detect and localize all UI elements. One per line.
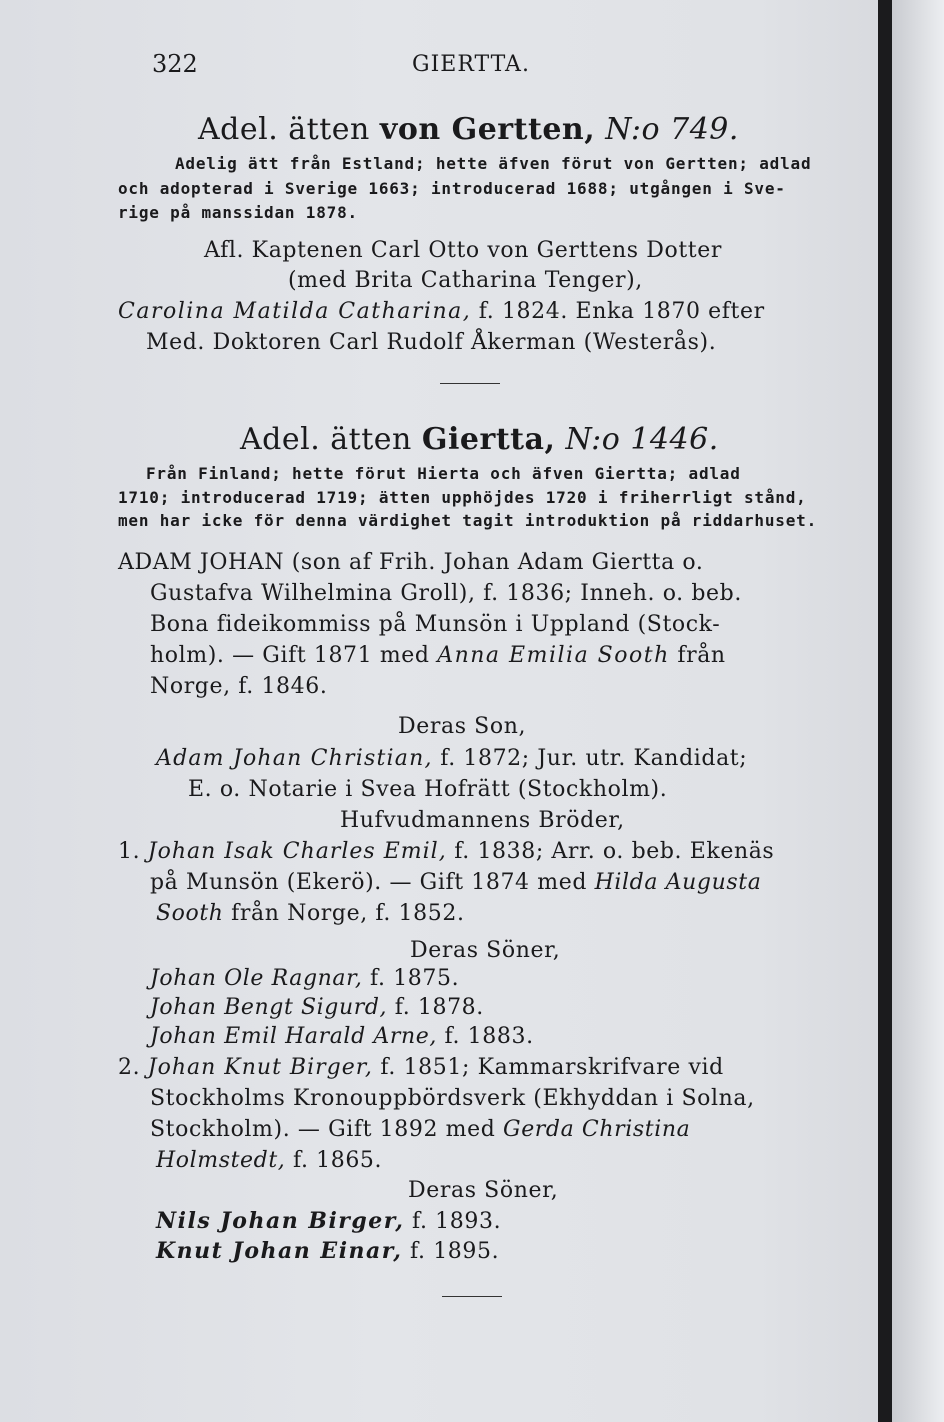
- subheading: Deras Son,: [398, 714, 527, 739]
- section-title-gertten: [198, 112, 739, 147]
- person-name: Johan Ole Ragnar,: [150, 966, 363, 991]
- intro-line: Adelig ätt från Estland; hette äfven förut von Gertten; adlad: [175, 154, 812, 173]
- entry-line: E. o. Notarie i Svea Hofrätt (Stockholm).: [188, 777, 668, 802]
- subheading: Hufvudmannens Bröder,: [340, 808, 625, 833]
- subheading: Deras Söner,: [408, 1178, 559, 1203]
- title-number: N:o 1446.: [555, 422, 719, 457]
- binding-shadow: [878, 0, 892, 1422]
- entry-line: Carolina Matilda Catharina, f. 1824. Enka 1870 efter: [118, 299, 765, 324]
- title-prefix: Adel. ätten: [240, 422, 422, 457]
- entry-line: Knut Johan Einar, f. 1895.: [156, 1238, 500, 1264]
- entry-line: (med Brita Catharina Tenger),: [288, 268, 643, 293]
- person-name: Johan Bengt Sigurd,: [150, 995, 388, 1020]
- entry-line: Med. Doktoren Carl Rudolf Åkerman (Westerås).: [146, 330, 717, 355]
- person-name: Nils Johan Birger,: [156, 1208, 405, 1234]
- divider: [440, 383, 500, 384]
- subheading: Deras Söner,: [410, 938, 561, 963]
- person-name: Knut Johan Einar,: [156, 1238, 403, 1264]
- entry-line: Afl. Kaptenen Carl Otto von Gerttens Dotter: [204, 238, 722, 263]
- person-name: Gerda Christina: [503, 1117, 691, 1142]
- person-name: Adam Johan Christian,: [156, 746, 433, 771]
- entry-line: holm). — Gift 1871 med Anna Emilia Sooth från: [150, 643, 726, 668]
- person-name: Carolina Matilda Catharina,: [118, 299, 472, 324]
- person-name: Holmstedt,: [156, 1148, 286, 1173]
- page-number: 322: [152, 50, 198, 78]
- intro-line: 1710; introducerad 1719; ätten upphöjdes 1720 i friherrligt stånd,: [118, 488, 807, 507]
- entry-line: Stockholms Kronouppbördsverk (Ekhyddan i Solna,: [150, 1086, 755, 1111]
- section-title-giertta: [240, 422, 719, 457]
- title-family: von Gertten,: [379, 112, 596, 147]
- person-name: Johan Emil Harald Arne,: [150, 1024, 437, 1049]
- entry-line: Stockholm). — Gift 1892 med Gerda Christina: [150, 1117, 691, 1142]
- title-number: N:o 749.: [595, 112, 739, 147]
- entry-line: 2. Johan Knut Birger, f. 1851; Kammarskrifvare vid: [118, 1055, 724, 1080]
- person-name: Johan Isak Charles Emil,: [147, 839, 447, 864]
- person-name: Hilda Augusta: [594, 870, 762, 895]
- person-name: Johan Knut Birger,: [147, 1055, 373, 1080]
- entry-line: Holmstedt, f. 1865.: [156, 1148, 383, 1173]
- entry-line: Norge, f. 1846.: [150, 674, 328, 699]
- entry-line: Sooth från Norge, f. 1852.: [156, 901, 465, 926]
- list-number: 1.: [118, 839, 141, 864]
- entry-line: 1. Johan Isak Charles Emil, f. 1838; Arr. o. beb. Ekenäs: [118, 839, 775, 864]
- title-prefix: Adel. ätten: [198, 112, 380, 147]
- intro-line: och adopterad i Sverige 1663; introducerad 1688; utgången i Sve-: [118, 179, 786, 198]
- entry-line: Johan Emil Harald Arne, f. 1883.: [150, 1024, 534, 1049]
- person-name: Anna Emilia Sooth: [437, 643, 670, 668]
- entry-line: på Munsön (Ekerö). — Gift 1874 med Hilda Augusta: [150, 870, 762, 895]
- entry-line: Nils Johan Birger, f. 1893.: [156, 1208, 502, 1234]
- entry-line: ADAM JOHAN (son af Frih. Johan Adam Giertta o.: [118, 550, 704, 575]
- list-number: 2.: [118, 1055, 141, 1080]
- page-edge: [892, 0, 944, 1422]
- person-name: Sooth: [156, 901, 224, 926]
- divider: [442, 1296, 502, 1297]
- entry-line: Bona fideikommiss på Munsön i Uppland (Stock-: [150, 612, 721, 637]
- title-family: Giertta,: [421, 422, 556, 457]
- intro-line: men har icke för denna värdighet tagit introduktion på riddarhuset.: [118, 511, 817, 530]
- intro-line: rige på manssidan 1878.: [118, 203, 358, 222]
- entry-line: Adam Johan Christian, f. 1872; Jur. utr. Kandidat;: [156, 746, 748, 771]
- entry-line: Gustafva Wilhelmina Groll), f. 1836; Inneh. o. beb.: [150, 581, 742, 606]
- entry-line: Johan Bengt Sigurd, f. 1878.: [150, 995, 484, 1020]
- running-title: GIERTTA.: [412, 52, 530, 77]
- entry-line: Johan Ole Ragnar, f. 1875.: [150, 966, 460, 991]
- intro-line: Från Finland; hette förut Hierta och äfven Giertta; adlad: [146, 464, 741, 483]
